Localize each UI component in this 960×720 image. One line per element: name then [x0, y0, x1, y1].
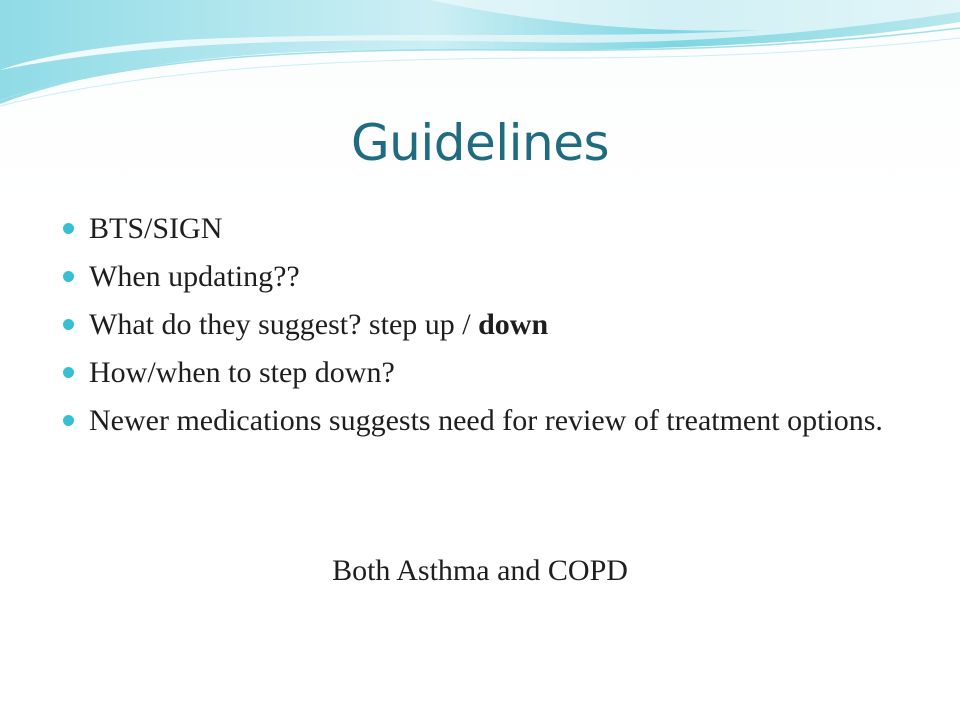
- bullet-text: [89, 308, 548, 341]
- bullet-text: When updating??: [89, 260, 300, 293]
- bullet-dot-icon: [63, 271, 74, 282]
- bullet-dot-icon: [63, 367, 74, 378]
- bullet-dot-icon: [63, 319, 74, 330]
- bullet-dot-icon: [63, 415, 74, 426]
- decorative-wave-header: [0, 0, 960, 120]
- bullet-text: Newer medications suggests need for review of treatment options.: [89, 404, 883, 437]
- bullet-item-bts-sign: [62, 210, 912, 247]
- footer-text: Both Asthma and COPD: [332, 554, 628, 587]
- bullet-dot-icon: [63, 223, 74, 234]
- slide-title: Guidelines: [350, 114, 610, 172]
- bullet-text-bold: down: [478, 308, 549, 341]
- bullet-item-how-when: [62, 354, 912, 391]
- bullet-text: How/when to step down?: [89, 356, 395, 389]
- bullet-text-plain: What do they suggest? step up /: [89, 308, 479, 341]
- bullet-item-newer-medications: [62, 402, 912, 439]
- bullet-text: BTS/SIGN: [89, 212, 223, 245]
- bullet-list: [62, 210, 912, 450]
- bullet-item-what-suggest: [62, 306, 912, 343]
- bullet-item-when-updating: [62, 258, 912, 295]
